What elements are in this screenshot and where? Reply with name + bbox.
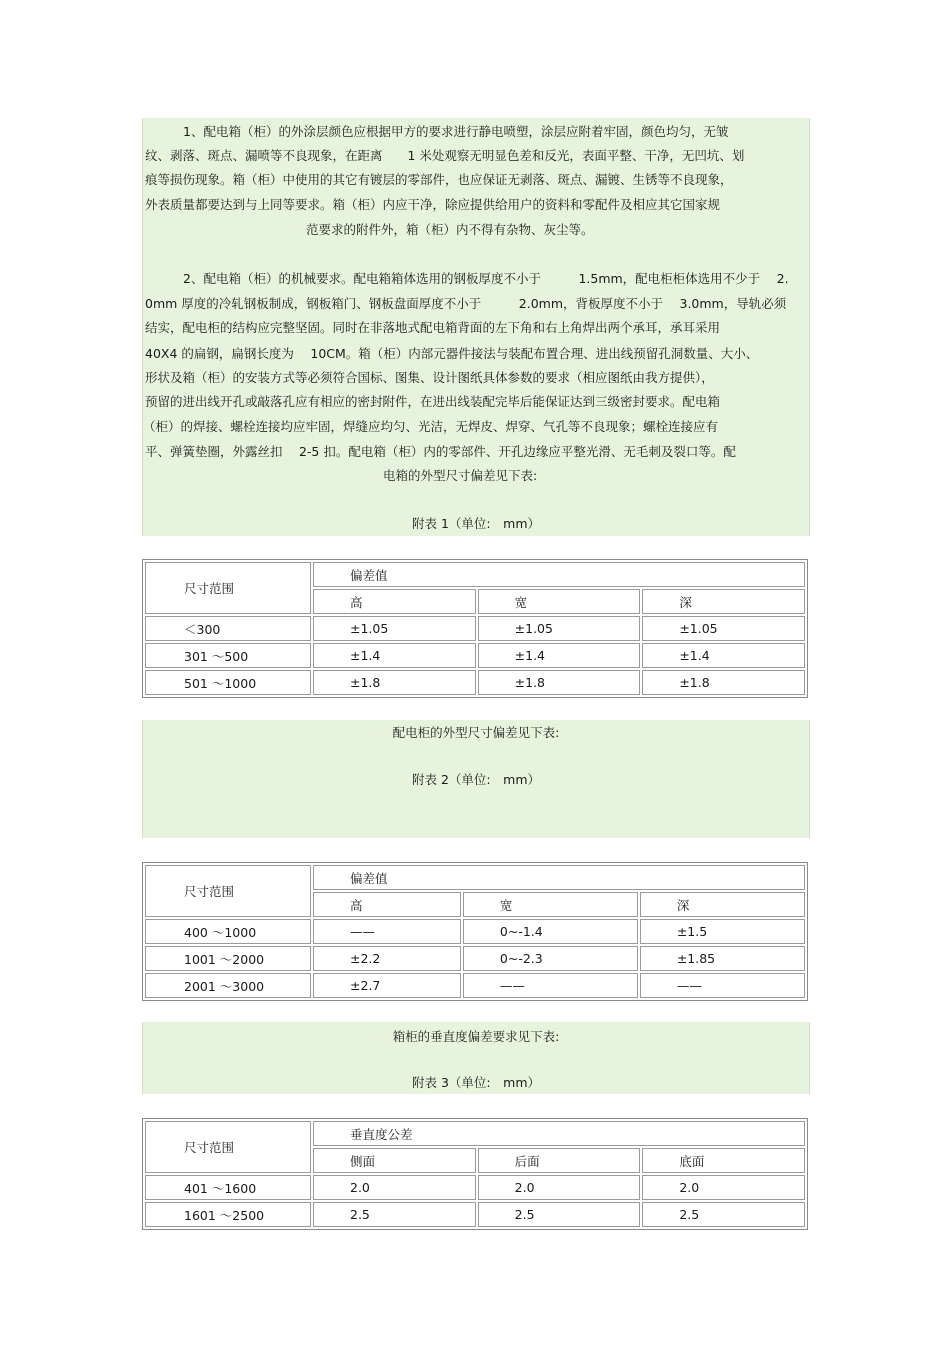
- column-header-size-range: 尺寸范围: [145, 865, 311, 917]
- table-2-cabinet-size-deviation: [142, 862, 808, 1001]
- table-cell: ±1.8: [313, 670, 476, 695]
- table-cell: ＜300: [145, 616, 311, 641]
- table-cell: ——: [463, 973, 638, 998]
- table-cell: ±1.05: [313, 616, 476, 641]
- paragraph-2-line-2: 0mm 厚度的冷轧钢板制成，钢板箱门、钢板盘面厚度不小于 2.0mm，背板厚度不小于 3.0mm，导轨必须: [145, 296, 787, 311]
- column-header-size-range: 尺寸范围: [145, 562, 311, 614]
- table-2-intro-panel: [142, 720, 810, 838]
- table-cell: 2001 ～3000: [145, 973, 311, 998]
- table-cell: 401 ～1600: [145, 1175, 311, 1200]
- column-header-width: 宽: [463, 892, 638, 917]
- table-row: [145, 616, 805, 641]
- table-header-row: [145, 1121, 805, 1146]
- column-header-width: 宽: [478, 589, 641, 614]
- column-header-size-range: 尺寸范围: [145, 1121, 311, 1173]
- column-group-header-deviation: 偏差值: [313, 865, 805, 890]
- table-cell: 2.0: [642, 1175, 805, 1200]
- table-cell: ±1.4: [313, 643, 476, 668]
- table-1-caption: 附表 1（单位: mm）: [412, 516, 540, 531]
- column-group-header-deviation: 偏差值: [313, 562, 805, 587]
- table-cell: ±1.4: [642, 643, 805, 668]
- table-cell: ±1.05: [478, 616, 641, 641]
- table-row: [145, 1175, 805, 1200]
- table-row: [145, 919, 805, 944]
- table-cell: 501 ～1000: [145, 670, 311, 695]
- table-header-row: [145, 562, 805, 587]
- table-cell: 1001 ～2000: [145, 946, 311, 971]
- paragraph-1-line-4: 外表质量都要达到与上同等要求。箱（柜）内应干净，除应提供给用户的资料和零配件及相应其它国家规: [145, 197, 721, 212]
- table-cell: 2.5: [313, 1202, 476, 1227]
- table-cell: ±1.5: [640, 919, 805, 944]
- column-header-height: 高: [313, 589, 476, 614]
- table-cell: 2.0: [478, 1175, 641, 1200]
- paragraph-2-line-5: 形状及箱（柜）的安装方式等必须符合国标、图集、设计图纸具体参数的要求（相应图纸由我方提供），: [145, 370, 714, 385]
- column-header-back: 后面: [478, 1148, 641, 1173]
- requirements-text-panel: [142, 118, 810, 536]
- table-cell: ±1.85: [640, 946, 805, 971]
- table-2-title: 配电柜的外型尺寸偏差见下表:: [392, 725, 560, 740]
- paragraph-2-line-6: 预留的进出线开孔或敲落孔应有相应的密封附件，在进出线装配完毕后能保证达到三级密封要求。配电箱: [145, 394, 721, 409]
- column-header-depth: 深: [640, 892, 805, 917]
- table-cell: ±2.2: [313, 946, 461, 971]
- table-cell: 2.5: [642, 1202, 805, 1227]
- table-header-row: [145, 865, 805, 890]
- table-cell: ——: [640, 973, 805, 998]
- paragraph-2-line-4: 40X4 的扁钢，扁钢长度为 10CM。箱（柜）内部元器件接法与装配布置合理、进出线预留孔洞数量、大小、: [145, 346, 759, 361]
- paragraph-2-line-1: 2、配电箱（柜）的机械要求。配电箱箱体选用的钢板厚度不小于 1.5mm，配电柜柜体选用不少于 2.: [183, 271, 789, 286]
- paragraph-2-line-8: 平、弹簧垫圈，外露丝扣 2-5 扣。配电箱（柜）内的零部件、开孔边缘应平整光滑、无毛刺及裂口等。配: [145, 444, 736, 459]
- column-header-depth: 深: [642, 589, 805, 614]
- table-row: [145, 643, 805, 668]
- column-group-header-verticality: 垂直度公差: [313, 1121, 805, 1146]
- table-cell: ±1.4: [478, 643, 641, 668]
- table-cell: ±1.8: [478, 670, 641, 695]
- table-row: [145, 1202, 805, 1227]
- paragraph-1-line-3: 痕等损伤现象。箱（柜）中使用的其它有镀层的零部件，也应保证无剥落、斑点、漏镀、生锈等不良现象，: [145, 172, 733, 187]
- table-cell: ±1.8: [642, 670, 805, 695]
- table-cell: 2.5: [478, 1202, 641, 1227]
- table-row: [145, 946, 805, 971]
- table-cell: 301 ～500: [145, 643, 311, 668]
- table-cell: 1601 ～2500: [145, 1202, 311, 1227]
- table-cell: ±2.7: [313, 973, 461, 998]
- paragraph-2-line-3: 结实，配电柜的结构应完整坚固。同时在非落地式配电箱背面的左下角和右上角焊出两个承耳，承耳采用: [145, 320, 721, 335]
- paragraph-2-line-9: 电箱的外型尺寸偏差见下表:: [383, 468, 538, 483]
- table-3-verticality-tolerance: [142, 1118, 808, 1230]
- paragraph-1-line-5: 范要求的附件外，箱（柜）内不得有杂物、灰尘等。: [306, 222, 594, 237]
- table-cell: 0~-2.3: [463, 946, 638, 971]
- column-header-bottom: 底面: [642, 1148, 805, 1173]
- table-cell: 400 ～1000: [145, 919, 311, 944]
- table-cell: 0~-1.4: [463, 919, 638, 944]
- table-cell: ——: [313, 919, 461, 944]
- table-3-title: 箱柜的垂直度偏差要求见下表:: [392, 1029, 560, 1044]
- paragraph-1-line-2: 纹、剥落、斑点、漏喷等不良现象，在距离 1 米处观察无明显色差和反光，表面平整、干净，无凹坑、划: [145, 148, 745, 163]
- table-cell: 2.0: [313, 1175, 476, 1200]
- table-2-caption: 附表 2（单位: mm）: [412, 772, 540, 787]
- column-header-side: 侧面: [313, 1148, 476, 1173]
- table-cell: ±1.05: [642, 616, 805, 641]
- paragraph-1-line-1: 1、配电箱（柜）的外涂层颜色应根据甲方的要求进行静电喷塑，涂层应附着牢固，颜色均匀，无皱: [183, 124, 729, 139]
- table-3-intro-panel: [142, 1022, 810, 1094]
- table-1-box-size-deviation: [142, 559, 808, 698]
- paragraph-2-line-7: （柜）的焊接、螺栓连接均应牢固，焊缝应均匀、光洁，无焊皮、焊穿、气孔等不良现象；螺栓连接应有: [143, 419, 719, 434]
- table-row: [145, 973, 805, 998]
- table-3-caption: 附表 3（单位: mm）: [412, 1075, 540, 1090]
- column-header-height: 高: [313, 892, 461, 917]
- table-row: [145, 670, 805, 695]
